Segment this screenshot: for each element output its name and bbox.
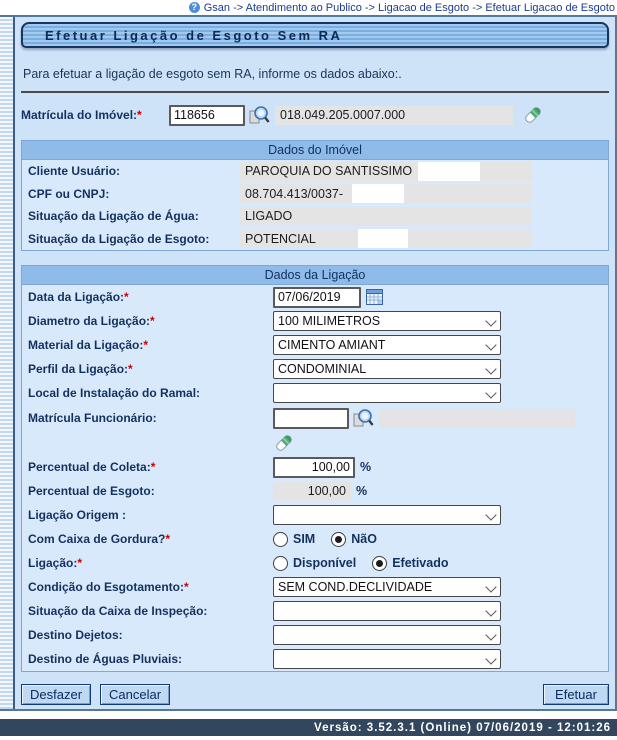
- local-ramal-row: Local de Instalação do Ramal:: [22, 381, 608, 405]
- material-row: Material da Ligação:* CIMENTO AMIANT: [22, 333, 608, 357]
- radio-efetivado[interactable]: [372, 556, 387, 571]
- matricula-imovel-input[interactable]: [169, 105, 245, 126]
- matricula-imovel-row: [21, 104, 609, 126]
- eraser-icon[interactable]: [273, 432, 295, 454]
- perfil-select[interactable]: [273, 359, 501, 379]
- page-title: Efetuar Ligação de Esgoto Sem RA: [21, 22, 609, 48]
- material-select[interactable]: [273, 335, 501, 355]
- percentual-coleta-input[interactable]: [273, 457, 355, 478]
- redaction-patch: [418, 162, 480, 181]
- cliente-usuario-value: PAROQUIA DO SANTISSIMO: [240, 162, 532, 181]
- cpf-cnpj-row: CPF ou CNPJ: 08.704.413/0037-: [22, 183, 608, 206]
- cliente-usuario-row: Cliente Usuário: PAROQUIA DO SANTISSIMO: [22, 160, 608, 183]
- situacao-esgoto-row: Situação da Ligação de Esgoto: POTENCIAL: [22, 228, 608, 251]
- funcionario-nome-field: [379, 409, 575, 428]
- situacao-agua-row: Situação da Ligação de Água: LIGADO: [22, 205, 608, 228]
- eraser-icon[interactable]: [522, 104, 544, 126]
- percentual-esgoto-value: 100,00: [273, 482, 351, 501]
- matricula-funcionario-row: Matrícula Funcionário:: [22, 405, 608, 431]
- data-ligacao-input[interactable]: [273, 287, 361, 308]
- diametro-select[interactable]: [273, 311, 501, 331]
- left-stripe-decoration: [0, 17, 15, 709]
- situacao-caixa-inspecao-select[interactable]: [273, 601, 501, 621]
- percentual-coleta-row: Percentual de Coleta:* 100,00 %: [22, 455, 608, 479]
- search-icon[interactable]: [249, 105, 270, 126]
- form-content: [15, 17, 615, 709]
- divider: [21, 91, 609, 93]
- matricula-funcionario-input[interactable]: [273, 408, 349, 429]
- caixa-gordura-row: Com Caixa de Gordura?* SIM NãO: [28, 532, 377, 546]
- destino-aguas-pluviais-select[interactable]: [273, 649, 501, 669]
- main-frame: [0, 15, 617, 711]
- ligacao-row: Ligação:* Disponível Efetivado: [28, 556, 449, 570]
- ligacao-origem-row: Ligação Origem :: [22, 503, 608, 527]
- dados-ligacao-header: Dados da Ligação: [22, 266, 608, 285]
- perfil-row: Perfil da Ligação:* CONDOMINIAL: [22, 357, 608, 381]
- dados-imovel-header: Dados do Imóvel: [22, 141, 608, 160]
- radio-sim[interactable]: [273, 532, 288, 547]
- actions-row: [21, 684, 609, 705]
- breadcrumb: [0, 0, 617, 15]
- matricula-imovel-label: Matrícula do Imóvel:*: [21, 108, 142, 122]
- matricula-funcionario-eraser-row: [22, 431, 608, 455]
- radio-nao[interactable]: [331, 532, 346, 547]
- help-icon[interactable]: ?: [189, 2, 200, 13]
- inscricao-field: 018.049.205.0007.000: [275, 106, 513, 125]
- breadcrumb-text: Gsan -> Atendimento ao Publico -> Ligacao de Esgoto -> Efetuar Ligacao de Esgoto: [203, 1, 615, 14]
- cancelar-button[interactable]: Cancelar: [100, 684, 170, 705]
- redaction-patch: [358, 229, 408, 248]
- diametro-row: Diametro da Ligação:* 100 MILIMETROS: [22, 309, 608, 333]
- radio-disponivel[interactable]: [273, 556, 288, 571]
- situacao-caixa-inspecao-row: Situação da Caixa de Inspeção:: [22, 599, 608, 623]
- situacao-agua-value: LIGADO: [240, 207, 532, 226]
- cpf-cnpj-value: 08.704.413/0037-: [240, 184, 532, 203]
- condicao-esgotamento-select[interactable]: [273, 577, 501, 597]
- destino-dejetos-select[interactable]: [273, 625, 501, 645]
- efetuar-button[interactable]: Efetuar: [543, 684, 609, 705]
- version-text: Versão: 3.52.3.1 (Online) 07/06/2019 - 12:01:26: [314, 721, 611, 734]
- local-ramal-select[interactable]: [273, 383, 501, 403]
- calendar-icon[interactable]: [366, 289, 383, 305]
- dados-ligacao-section: [21, 265, 609, 672]
- redaction-patch: [352, 184, 404, 203]
- destino-aguas-pluviais-row: Destino de Águas Pluviais:: [22, 647, 608, 671]
- dados-imovel-section: [21, 140, 609, 251]
- desfazer-button[interactable]: Desfazer: [21, 684, 91, 705]
- search-icon[interactable]: [353, 408, 374, 429]
- data-ligacao-row: Data da Ligação:* 07/06/2019: [22, 285, 608, 309]
- intro-text: Para efetuar a ligação de esgoto sem RA, informe os dados abaixo:.: [23, 67, 402, 81]
- situacao-esgoto-value: POTENCIAL: [240, 229, 532, 248]
- percentual-esgoto-row: Percentual de Esgoto: 100,00 %: [22, 479, 608, 503]
- destino-dejetos-row: Destino Dejetos:: [22, 623, 608, 647]
- condicao-esgotamento-row: Condição do Esgotamento:* SEM COND.DECLIVIDADE: [22, 575, 608, 599]
- ligacao-origem-select[interactable]: [273, 505, 501, 525]
- version-footer: [0, 719, 617, 736]
